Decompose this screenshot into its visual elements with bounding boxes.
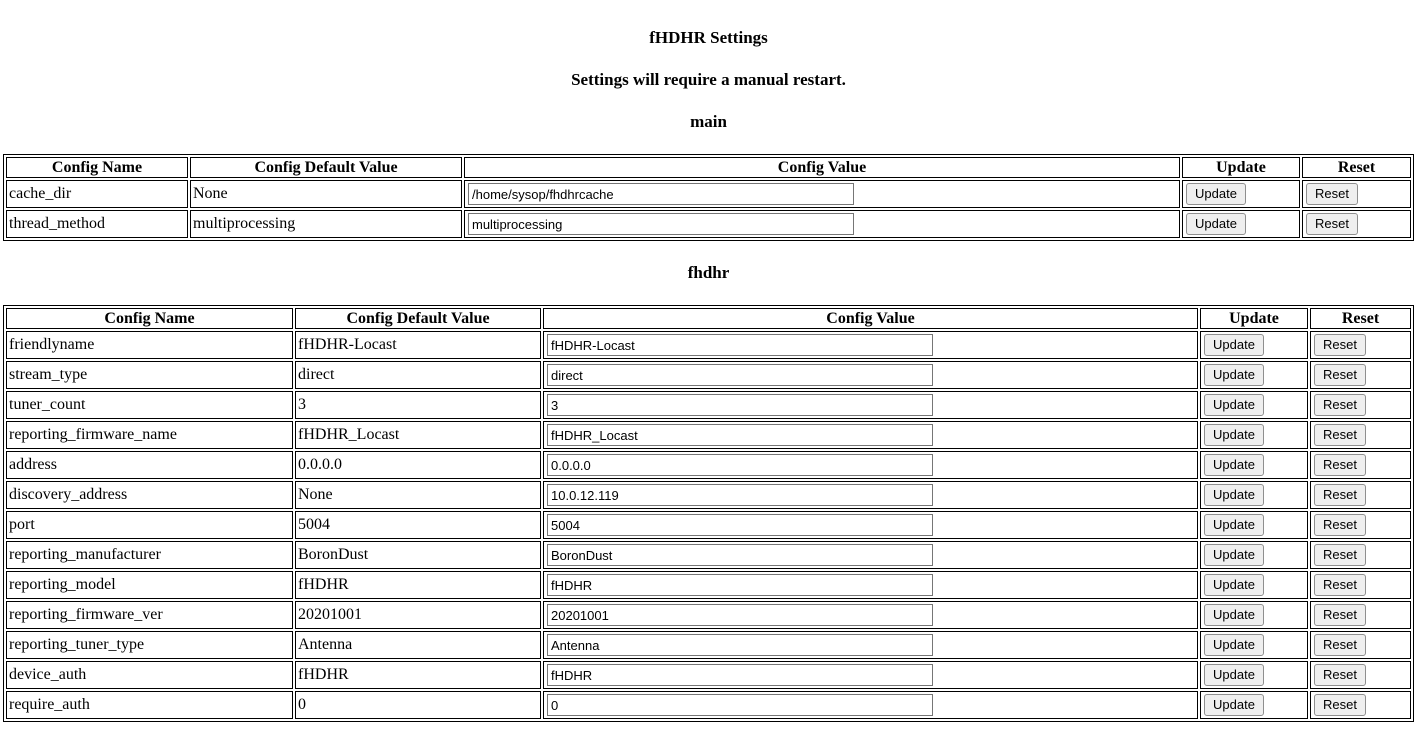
config-default-value-cell: multiprocessing — [190, 210, 462, 238]
reset-cell — [1302, 180, 1411, 208]
reset-button-require_auth[interactable]: Reset — [1314, 694, 1366, 716]
column-header-config-default-value: Config Default Value — [190, 157, 462, 178]
update-cell — [1182, 210, 1300, 238]
config-default-value-cell: None — [190, 180, 462, 208]
update-button-discovery_address[interactable]: Update — [1204, 484, 1264, 506]
config-row-reporting_manufacturer — [6, 541, 1411, 569]
reset-cell — [1310, 481, 1411, 509]
reset-cell — [1310, 601, 1411, 629]
config-row-reporting_firmware_ver — [6, 601, 1411, 629]
config-name-cell: device_auth — [6, 661, 293, 689]
update-button-tuner_count[interactable]: Update — [1204, 394, 1264, 416]
column-header-config-value: Config Value — [543, 308, 1198, 329]
header-row — [6, 308, 1411, 329]
config-value-input-reporting_model[interactable] — [547, 574, 933, 596]
config-value-input-reporting_tuner_type[interactable] — [547, 634, 933, 656]
update-button-reporting_firmware_ver[interactable]: Update — [1204, 604, 1264, 626]
reset-cell — [1302, 210, 1411, 238]
update-button-reporting_model[interactable]: Update — [1204, 574, 1264, 596]
config-value-input-require_auth[interactable] — [547, 694, 933, 716]
config-value-input-address[interactable] — [547, 454, 933, 476]
config-value-input-stream_type[interactable] — [547, 364, 933, 386]
update-cell — [1200, 421, 1308, 449]
config-value-input-tuner_count[interactable] — [547, 394, 933, 416]
config-name-cell: reporting_firmware_name — [6, 421, 293, 449]
update-cell — [1200, 571, 1308, 599]
config-value-cell — [543, 541, 1198, 569]
config-name-cell: reporting_model — [6, 571, 293, 599]
column-header-update: Update — [1182, 157, 1300, 178]
config-value-cell — [543, 331, 1198, 359]
update-cell — [1200, 331, 1308, 359]
header-row — [6, 157, 1411, 178]
reset-cell — [1310, 541, 1411, 569]
column-header-config-name: Config Name — [6, 157, 188, 178]
config-name-cell: require_auth — [6, 691, 293, 719]
config-value-cell — [543, 451, 1198, 479]
reset-button-reporting_tuner_type[interactable]: Reset — [1314, 634, 1366, 656]
config-value-cell — [543, 601, 1198, 629]
config-row-discovery_address — [6, 481, 1411, 509]
config-value-input-device_auth[interactable] — [547, 664, 933, 686]
update-cell — [1200, 481, 1308, 509]
reset-button-reporting_firmware_name[interactable]: Reset — [1314, 424, 1366, 446]
update-cell — [1200, 661, 1308, 689]
config-name-cell: stream_type — [6, 361, 293, 389]
config-default-value-cell: 20201001 — [295, 601, 541, 629]
reset-cell — [1310, 571, 1411, 599]
update-button-friendlyname[interactable]: Update — [1204, 334, 1264, 356]
update-button-require_auth[interactable]: Update — [1204, 694, 1264, 716]
config-value-input-thread_method[interactable] — [468, 213, 854, 235]
reset-button-port[interactable]: Reset — [1314, 514, 1366, 536]
config-value-input-reporting_manufacturer[interactable] — [547, 544, 933, 566]
reset-button-reporting_manufacturer[interactable]: Reset — [1314, 544, 1366, 566]
config-default-value-cell: 0 — [295, 691, 541, 719]
config-row-friendlyname — [6, 331, 1411, 359]
update-cell — [1200, 361, 1308, 389]
section-title-fhdhr: fhdhr — [687, 263, 730, 282]
config-row-device_auth — [6, 661, 1411, 689]
config-value-cell — [543, 421, 1198, 449]
reset-button-tuner_count[interactable]: Reset — [1314, 394, 1366, 416]
update-button-reporting_manufacturer[interactable]: Update — [1204, 544, 1264, 566]
config-value-cell — [543, 361, 1198, 389]
reset-button-reporting_firmware_ver[interactable]: Reset — [1314, 604, 1366, 626]
reset-cell — [1310, 331, 1411, 359]
column-header-reset: Reset — [1310, 308, 1411, 329]
config-name-cell: reporting_manufacturer — [6, 541, 293, 569]
config-default-value-cell: 3 — [295, 391, 541, 419]
column-header-config-value: Config Value — [464, 157, 1180, 178]
config-table-fhdhr — [3, 305, 1414, 722]
config-value-cell — [543, 391, 1198, 419]
config-name-cell: port — [6, 511, 293, 539]
config-value-cell — [543, 571, 1198, 599]
update-button-device_auth[interactable]: Update — [1204, 664, 1264, 686]
config-name-cell: cache_dir — [6, 180, 188, 208]
settings-page — [3, 28, 1414, 722]
config-value-cell — [543, 631, 1198, 659]
reset-cell — [1310, 361, 1411, 389]
config-value-cell — [543, 691, 1198, 719]
reset-button-reporting_model[interactable]: Reset — [1314, 574, 1366, 596]
config-value-cell — [464, 210, 1180, 238]
update-button-cache_dir[interactable]: Update — [1186, 183, 1246, 205]
config-row-reporting_model — [6, 571, 1411, 599]
config-row-reporting_firmware_name — [6, 421, 1411, 449]
update-button-reporting_tuner_type[interactable]: Update — [1204, 634, 1264, 656]
update-button-port[interactable]: Update — [1204, 514, 1264, 536]
config-default-value-cell: direct — [295, 361, 541, 389]
reset-button-address[interactable]: Reset — [1314, 454, 1366, 476]
config-value-input-reporting_firmware_name[interactable] — [547, 424, 933, 446]
column-header-update: Update — [1200, 308, 1308, 329]
update-cell — [1200, 451, 1308, 479]
config-row-port — [6, 511, 1411, 539]
config-default-value-cell: 0.0.0.0 — [295, 451, 541, 479]
reset-cell — [1310, 631, 1411, 659]
reset-cell — [1310, 691, 1411, 719]
reset-button-discovery_address[interactable]: Reset — [1314, 484, 1366, 506]
reset-cell — [1310, 661, 1411, 689]
config-default-value-cell: BoronDust — [295, 541, 541, 569]
update-cell — [1200, 391, 1308, 419]
config-value-input-port[interactable] — [547, 514, 933, 536]
config-default-value-cell: fHDHR-Locast — [295, 331, 541, 359]
config-default-value-cell: fHDHR_Locast — [295, 421, 541, 449]
column-header-config-default-value: Config Default Value — [295, 308, 541, 329]
config-default-value-cell: None — [295, 481, 541, 509]
config-default-value-cell: fHDHR — [295, 571, 541, 599]
config-value-cell — [543, 481, 1198, 509]
column-header-reset: Reset — [1302, 157, 1411, 178]
config-name-cell: discovery_address — [6, 481, 293, 509]
config-table-main — [3, 154, 1414, 241]
reset-button-friendlyname[interactable]: Reset — [1314, 334, 1366, 356]
reset-cell — [1310, 421, 1411, 449]
reset-cell — [1310, 451, 1411, 479]
config-value-input-cache_dir[interactable] — [468, 183, 854, 205]
config-name-cell: thread_method — [6, 210, 188, 238]
config-name-cell: friendlyname — [6, 331, 293, 359]
config-name-cell: reporting_firmware_ver — [6, 601, 293, 629]
config-row-tuner_count — [6, 391, 1411, 419]
config-default-value-cell: 5004 — [295, 511, 541, 539]
reset-cell — [1310, 391, 1411, 419]
config-row-cache_dir — [6, 180, 1411, 208]
config-sections — [3, 112, 1414, 722]
reset-button-thread_method[interactable]: Reset — [1306, 213, 1358, 235]
update-cell — [1200, 631, 1308, 659]
config-default-value-cell: fHDHR — [295, 661, 541, 689]
config-value-cell — [543, 661, 1198, 689]
reset-cell — [1310, 511, 1411, 539]
config-name-cell: tuner_count — [6, 391, 293, 419]
config-row-thread_method — [6, 210, 1411, 238]
update-cell — [1200, 511, 1308, 539]
config-row-require_auth — [6, 691, 1411, 719]
config-row-reporting_tuner_type — [6, 631, 1411, 659]
config-row-address — [6, 451, 1411, 479]
column-header-config-name: Config Name — [6, 308, 293, 329]
page-title: fHDHR Settings — [649, 28, 768, 47]
update-cell — [1182, 180, 1300, 208]
config-name-cell: address — [6, 451, 293, 479]
update-button-reporting_firmware_name[interactable]: Update — [1204, 424, 1264, 446]
reset-button-cache_dir[interactable]: Reset — [1306, 183, 1358, 205]
page-subtitle: Settings will require a manual restart. — [571, 70, 846, 89]
update-button-thread_method[interactable]: Update — [1186, 213, 1246, 235]
update-cell — [1200, 691, 1308, 719]
reset-button-stream_type[interactable]: Reset — [1314, 364, 1366, 386]
config-value-input-reporting_firmware_ver[interactable] — [547, 604, 933, 626]
update-button-stream_type[interactable]: Update — [1204, 364, 1264, 386]
config-value-cell — [543, 511, 1198, 539]
reset-button-device_auth[interactable]: Reset — [1314, 664, 1366, 686]
update-button-address[interactable]: Update — [1204, 454, 1264, 476]
update-cell — [1200, 601, 1308, 629]
section-title-main: main — [690, 112, 727, 131]
update-cell — [1200, 541, 1308, 569]
config-value-input-friendlyname[interactable] — [547, 334, 933, 356]
config-name-cell: reporting_tuner_type — [6, 631, 293, 659]
config-row-stream_type — [6, 361, 1411, 389]
config-value-input-discovery_address[interactable] — [547, 484, 933, 506]
config-default-value-cell: Antenna — [295, 631, 541, 659]
config-value-cell — [464, 180, 1180, 208]
